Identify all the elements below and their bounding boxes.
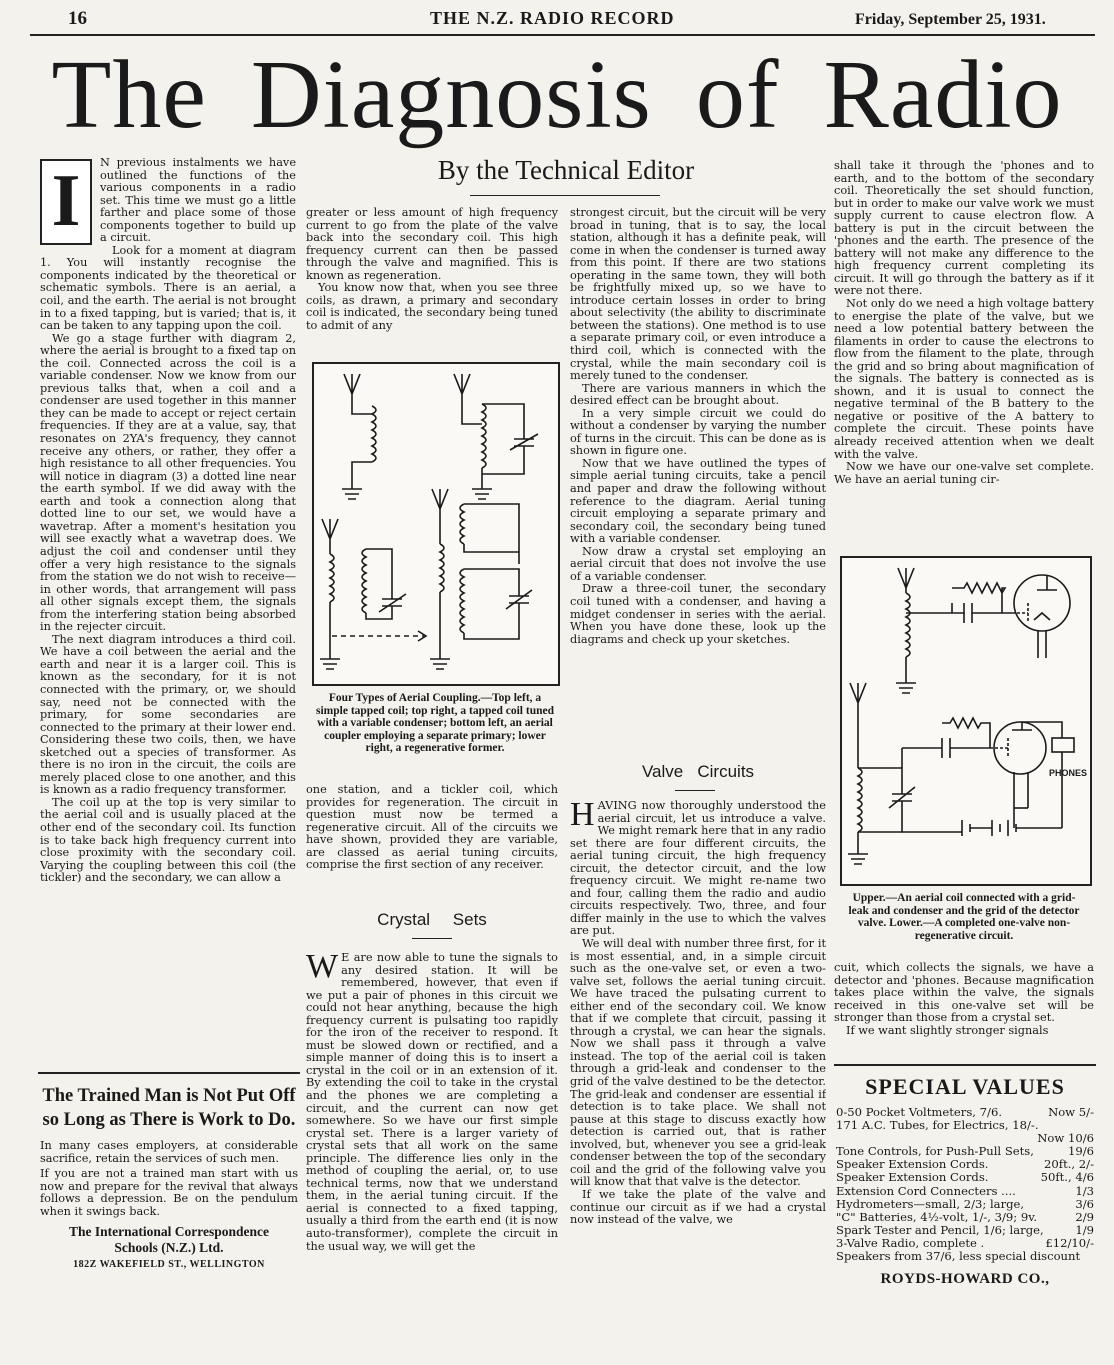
item-name: Speaker Extension Cords. [836, 1170, 989, 1185]
ad-address: 182Z WAKEFIELD ST., WELLINGTON [73, 1259, 265, 1270]
paragraph: AVING now thoroughly understood the aerial circuit, let us introduce a valve. We might remark here that in any radio set there are four different circuits, the aerial tuning circuit, the high frequency circuit, the detector circuit, and the low frequency circuit. We might re-name two and four, calling them the radio and audio circuits respectively. Two, three, and four differ mainly in the use to which the valves are put. [570, 800, 826, 938]
item-price: £12/10/- [1045, 1235, 1094, 1250]
intro-paragraph: N previous instalments we have outlined the functions of the various components in a radio set. This time we must go a little farther and place some of those components together to build up a circuit. [100, 157, 296, 245]
article-column-1 [40, 157, 296, 1054]
price-row [836, 1185, 1094, 1198]
phones-label: PHONES [1049, 768, 1088, 778]
ad-top-rule [834, 1064, 1096, 1066]
paragraph: Now that we have outlined the types of simple aerial tuning circuits, take a pencil and paper and draw the following without reference to the diagram. Aerial tuning circuit employing a separate primary and secondary coil, the secondary being tuned with a variable condenser. [570, 456, 826, 546]
item-price: 20ft., 2/- [1044, 1157, 1094, 1172]
item-name: Speakers from 37/6, less special discount [836, 1249, 1081, 1264]
article-column-2-mid [306, 784, 558, 894]
section-rule [412, 938, 452, 939]
item-name: "C" Batteries, 4½-volt, 1/-, 3/9; 9v. [836, 1209, 1038, 1224]
item-name: Speaker Extension Cords. [836, 1157, 989, 1172]
item-name: 0-50 Pocket Voltmeters, 7/6. [836, 1105, 1003, 1119]
section-rule [675, 790, 715, 791]
drop-cap: W [306, 952, 339, 985]
price-row [836, 1198, 1094, 1211]
paragraph: strongest circuit, but the circuit will be very broad in tuning, that is to say, the local station, although it has a definite peak, will come in when the condenser is turned away from this point. If there are two stations operating in the same town, they will both be frightfully mixed up, so we have to introduce certain losses in order to bring about selectivity (the ability to discriminate between the stations). One method is to use a separate primary coil, or even introduce a third coil, which is connected with the crystal, while the main secondary coil is merely tuned to the condenser. [570, 207, 826, 383]
item-price: 50ft., 4/6 [1040, 1170, 1094, 1185]
item-name: Hydrometers—small, 2/3; large, [836, 1196, 1025, 1211]
article-column-4-top [834, 160, 1094, 545]
item-price: 19/6 [1067, 1144, 1094, 1159]
circuit-diagrams [314, 364, 558, 684]
ad-company: The International Correspondence Schools (N.Z.) Ltd. [68, 1224, 269, 1255]
article-headline [0, 40, 1114, 150]
ad-body [40, 1140, 298, 1218]
item-price: Now 10/6 [1037, 1131, 1094, 1146]
article-column-2-top [306, 207, 558, 357]
item-price: 1/3 [1075, 1183, 1094, 1198]
ad-paragraph: If you are not a trained man start with us now and prepare for the revival that always follows a depression. Be on the pendulum when it swings back. [40, 1167, 298, 1218]
aerial-coupling-figure [312, 362, 560, 686]
drop-cap: I [40, 159, 92, 245]
section-heading-crystal-sets: Crystal Sets [377, 910, 487, 929]
item-price: 1/9 [1075, 1222, 1094, 1237]
paragraph: Look for a moment at diagram 1. You will instantly recognise the components indicated by the theoretical or schematic symbols. There is an aerial, a coil, and the earth. The aerial is not brought in to a fixed tapping, but is varied; that is, it can be taken to any tapping upon the coil. [40, 243, 296, 333]
item-name: Extension Cord Connecters .... [836, 1183, 1016, 1198]
paragraph: If we want slightly stronger signals [846, 1023, 1049, 1037]
ics-advertisement [40, 1084, 298, 1334]
paragraph: We go a stage further with diagram 2, where the aerial is brought to a fixed tap on the coil. Connected across the coil is a variable condenser. Now we know from our previous talks that, when a coil and a condenser are used together in this manner they can be made to accept or reject certain frequencies. If they are at a value, say, that resonates on 2YA's frequency, they cannot receive any others, or rather, they offer a high resistance to all other frequencies. You will notice in diagram (3) a dotted line near the earth symbol. If we did away with the earth and took a connection along that dotted line to our set, we would have a wavetrap. After a moment's hesitation you will see exactly what a wavetrap does. We adjust the coil and condenser until they offer a very high resistance to the signals from the station we do not wish to receive—in other words, that arrangement will pass all other signals except them, the signals from the interfering station being absorbed in the rejecter circuit. [40, 331, 296, 634]
paragraph: Now we have our one-valve set complete. We have an aerial tuning cir- [834, 460, 1094, 486]
diagram-one-valve-receiver [848, 683, 1074, 864]
paragraph: E are now able to tune the signals to any desired station. It will be remembered, however, that even if we put a pair of phones in this circuit we could not hear anything, because the high frequency current is pulsating too rapidly for the iron of the receiver to respond. It must be slowed down or rectified, and a simple manner of doing this is to insert a crystal in the coil or in an extension of it. By extending the coil to take in the crystal and the phones we are completing a circuit, and the current can now get somewhere. So we have our first simple crystal set. There is a larger variety of crystal sets that all work on the same principle. The difference lies only in the method of coupling the aerial, or, to use technical terms, now that we understand them, in the aerial tuning circuit. If the aerial is connected to a fixed tapping, usually a third from the earth end (it is now auto-transformer), complete the circuit in the usual way, we will get the [306, 952, 558, 1253]
article-column-4-bottom [834, 962, 1094, 1062]
paragraph: If we take the plate of the valve and continue our circuit as if we had a crystal now instead of the valve, we [570, 1187, 826, 1227]
paragraph: In a very simple circuit we could do without a condenser by varying the number of turns in the circuit. This can be done as is shown in figure one. [570, 406, 826, 458]
headline-word-2: Diagnosis [250, 41, 652, 149]
price-row [836, 1211, 1094, 1224]
paragraph: We will deal with number three first, for it is most essential, and, in a simple circuit such as the one-valve set, or even a two-valve set, follows the aerial tuning circuit. We have traced the pulsating current to either end of the secondary coil. We know that if we complete that circuit, passing it through a crystal, we can hear the signals. Now we shall pass it through a valve instead. The top of the aerial coil is taken through a grid-leak and condenser to the grid of the valve destined to be the detector. The grid-leak and condenser are essential if detection is to take place. We shall not pause at this stage to discuss exactly how detection is carried out, that is rather involved, but, whenever you see a grid-leak condenser between the top of the secondary coil and the grid of the following valve you will know that that valve is the detector. [570, 937, 826, 1189]
paragraph: shall take it through the 'phones and to earth, and to the bottom of the secondary coil. Theoretically the set should function, but in order to make our valve work we must supply current to cause electron flow. A battery is put in the circuit between the 'phones and the earth. The presence of the battery will not make any difference to the high frequency current completing its circuit. It will go through the battery as if it were not there. [834, 160, 1094, 298]
publication-name: THE N.Z. RADIO RECORD [430, 8, 675, 28]
paragraph: greater or less amount of high frequency current to go from the plate of the valve back into the secondary coil. This high frequency current can then be passed through the valve and magnified. This is known as regeneration. [306, 207, 558, 282]
paragraph: Not only do we need a high voltage battery to energise the plate of the valve, but we need a low potential battery between the filaments in order to cause the electrons to flow from the filament to the plate, through the grid and so bring about magnification of the signals. The battery is connected as is shown, and it is usual to connect the negative terminal of the B battery to the negative or positive of the A battery to complete the circuit. These points have already received attention when we dealt with the valve. [834, 297, 1094, 461]
paragraph: cuit, which collects the signals, we have a detector and 'phones. Because magnification takes place within the valve, the signals received in this one-valve set will be stronger than those from a crystal set. [834, 962, 1094, 1025]
paragraph: The coil up at the top is very similar to the aerial coil and is usually placed at the other end of the secondary coil. Its function is to take back high frequency current into close proximity with the secondary coil. Varying the coupling between this coil (the tickler) and the secondary, we can allow a [40, 795, 296, 885]
diagram-grid-leak-detector [896, 568, 1070, 693]
diagram-aerial-coupler [320, 519, 426, 669]
valve-circuit-figure [840, 556, 1092, 886]
header-rule [30, 34, 1095, 36]
price-row [836, 1250, 1094, 1263]
item-name: 3-Valve Radio, complete . [836, 1235, 985, 1250]
diagram-simple-tapped-coil [342, 374, 376, 499]
byline-rule [470, 195, 660, 196]
diagram-regenerative-former [430, 489, 532, 669]
article-column-2-bottom [306, 952, 558, 1342]
valve-diagrams [842, 558, 1090, 884]
article-column-3-top [570, 207, 826, 747]
byline: By the Technical Editor [437, 155, 695, 185]
figure-caption: Upper.—An aerial coil connected with a grid-leak and condenser and the grid of the detector valve. Lower.—A completed one-valve non-regenerative circuit. [848, 892, 1080, 942]
special-values-advertisement [836, 1072, 1094, 1332]
item-name: Spark Tester and Pencil, 1/6; large, [836, 1222, 1044, 1237]
page-number: 16 [68, 8, 87, 29]
headline-word-4: Radio [823, 41, 1063, 149]
issue-date: Friday, September 25, 1931. [855, 11, 1046, 28]
section-heading-valve-circuits: Valve Circuits [641, 762, 755, 781]
item-price: Now 5/- [1048, 1105, 1094, 1119]
ad-headline: The Trained Man is Not Put Off so Long as There is Work to Do. [42, 1086, 296, 1130]
article-column-3-bottom [570, 800, 826, 1340]
paragraph: Draw a three-coil tuner, the secondary coil tuned with a condenser, and having a midget condenser in series with the aerial. When you have done these, look up the diagrams and check up your sketches. [570, 582, 826, 646]
item-price: 2/9 [1075, 1209, 1094, 1224]
paragraph: There are various manners in which the desired effect can be brought about. [570, 381, 826, 408]
ad-paragraph: In many cases employers, at considerable sacrifice, retain the services of such men. [40, 1139, 298, 1165]
price-row [836, 1224, 1094, 1237]
figure-caption: Four Types of Aerial Coupling.—Top left, a simple tapped coil; top right, a tapped coil tuned with a variable condenser; bottom left, an aerial coupler employing a separate primary; lower right, a regenerative former. [316, 692, 555, 754]
headline-word-1: The [51, 41, 207, 149]
ad-company: ROYDS-HOWARD CO., [880, 1271, 1050, 1288]
ad-top-rule [38, 1072, 300, 1074]
item-price: 3/6 [1075, 1196, 1094, 1211]
paragraph: The next diagram introduces a third coil. We have a coil between the aerial and the earth and near it is a larger coil. This is known as the secondary, for it is not connected with the primary, or, we should say, need not be connected with the primary, for some secondaries are connected to the primary at their lower end. Considering these two coils, then, we have sketched out a species of transformer. As there is no iron in the circuit, the coils are merely placed close to one another, and this is known as a radio frequency transformer. [40, 632, 296, 797]
paragraph: one station, and a tickler coil, which provides for regeneration. The circuit in question must now be termed a regenerative circuit. All of the circuits we have shown, provided they are variable, are classed as aerial tuning circuits, comprise the first section of any receiver. [306, 784, 558, 872]
paragraph: You know now that, when you see three coils, as drawn, a primary and secondary coil is indicated, the secondary being tuned to admit of any [306, 281, 558, 332]
ad-headline: SPECIAL VALUES [865, 1074, 1065, 1099]
diagram-tuned-coil [454, 374, 538, 499]
headline-word-3: of [695, 41, 780, 149]
drop-cap: H [570, 800, 595, 833]
item-name: Tone Controls, for Push-Pull Sets, [836, 1144, 1034, 1159]
price-list [836, 1106, 1094, 1263]
item-name: 171 A.C. Tubes, for Electrics, 18/-. [836, 1118, 1039, 1133]
paragraph: Now draw a crystal set employing an aerial circuit that does not involve the use of a variable condenser. [570, 544, 826, 583]
price-row [836, 1171, 1094, 1184]
